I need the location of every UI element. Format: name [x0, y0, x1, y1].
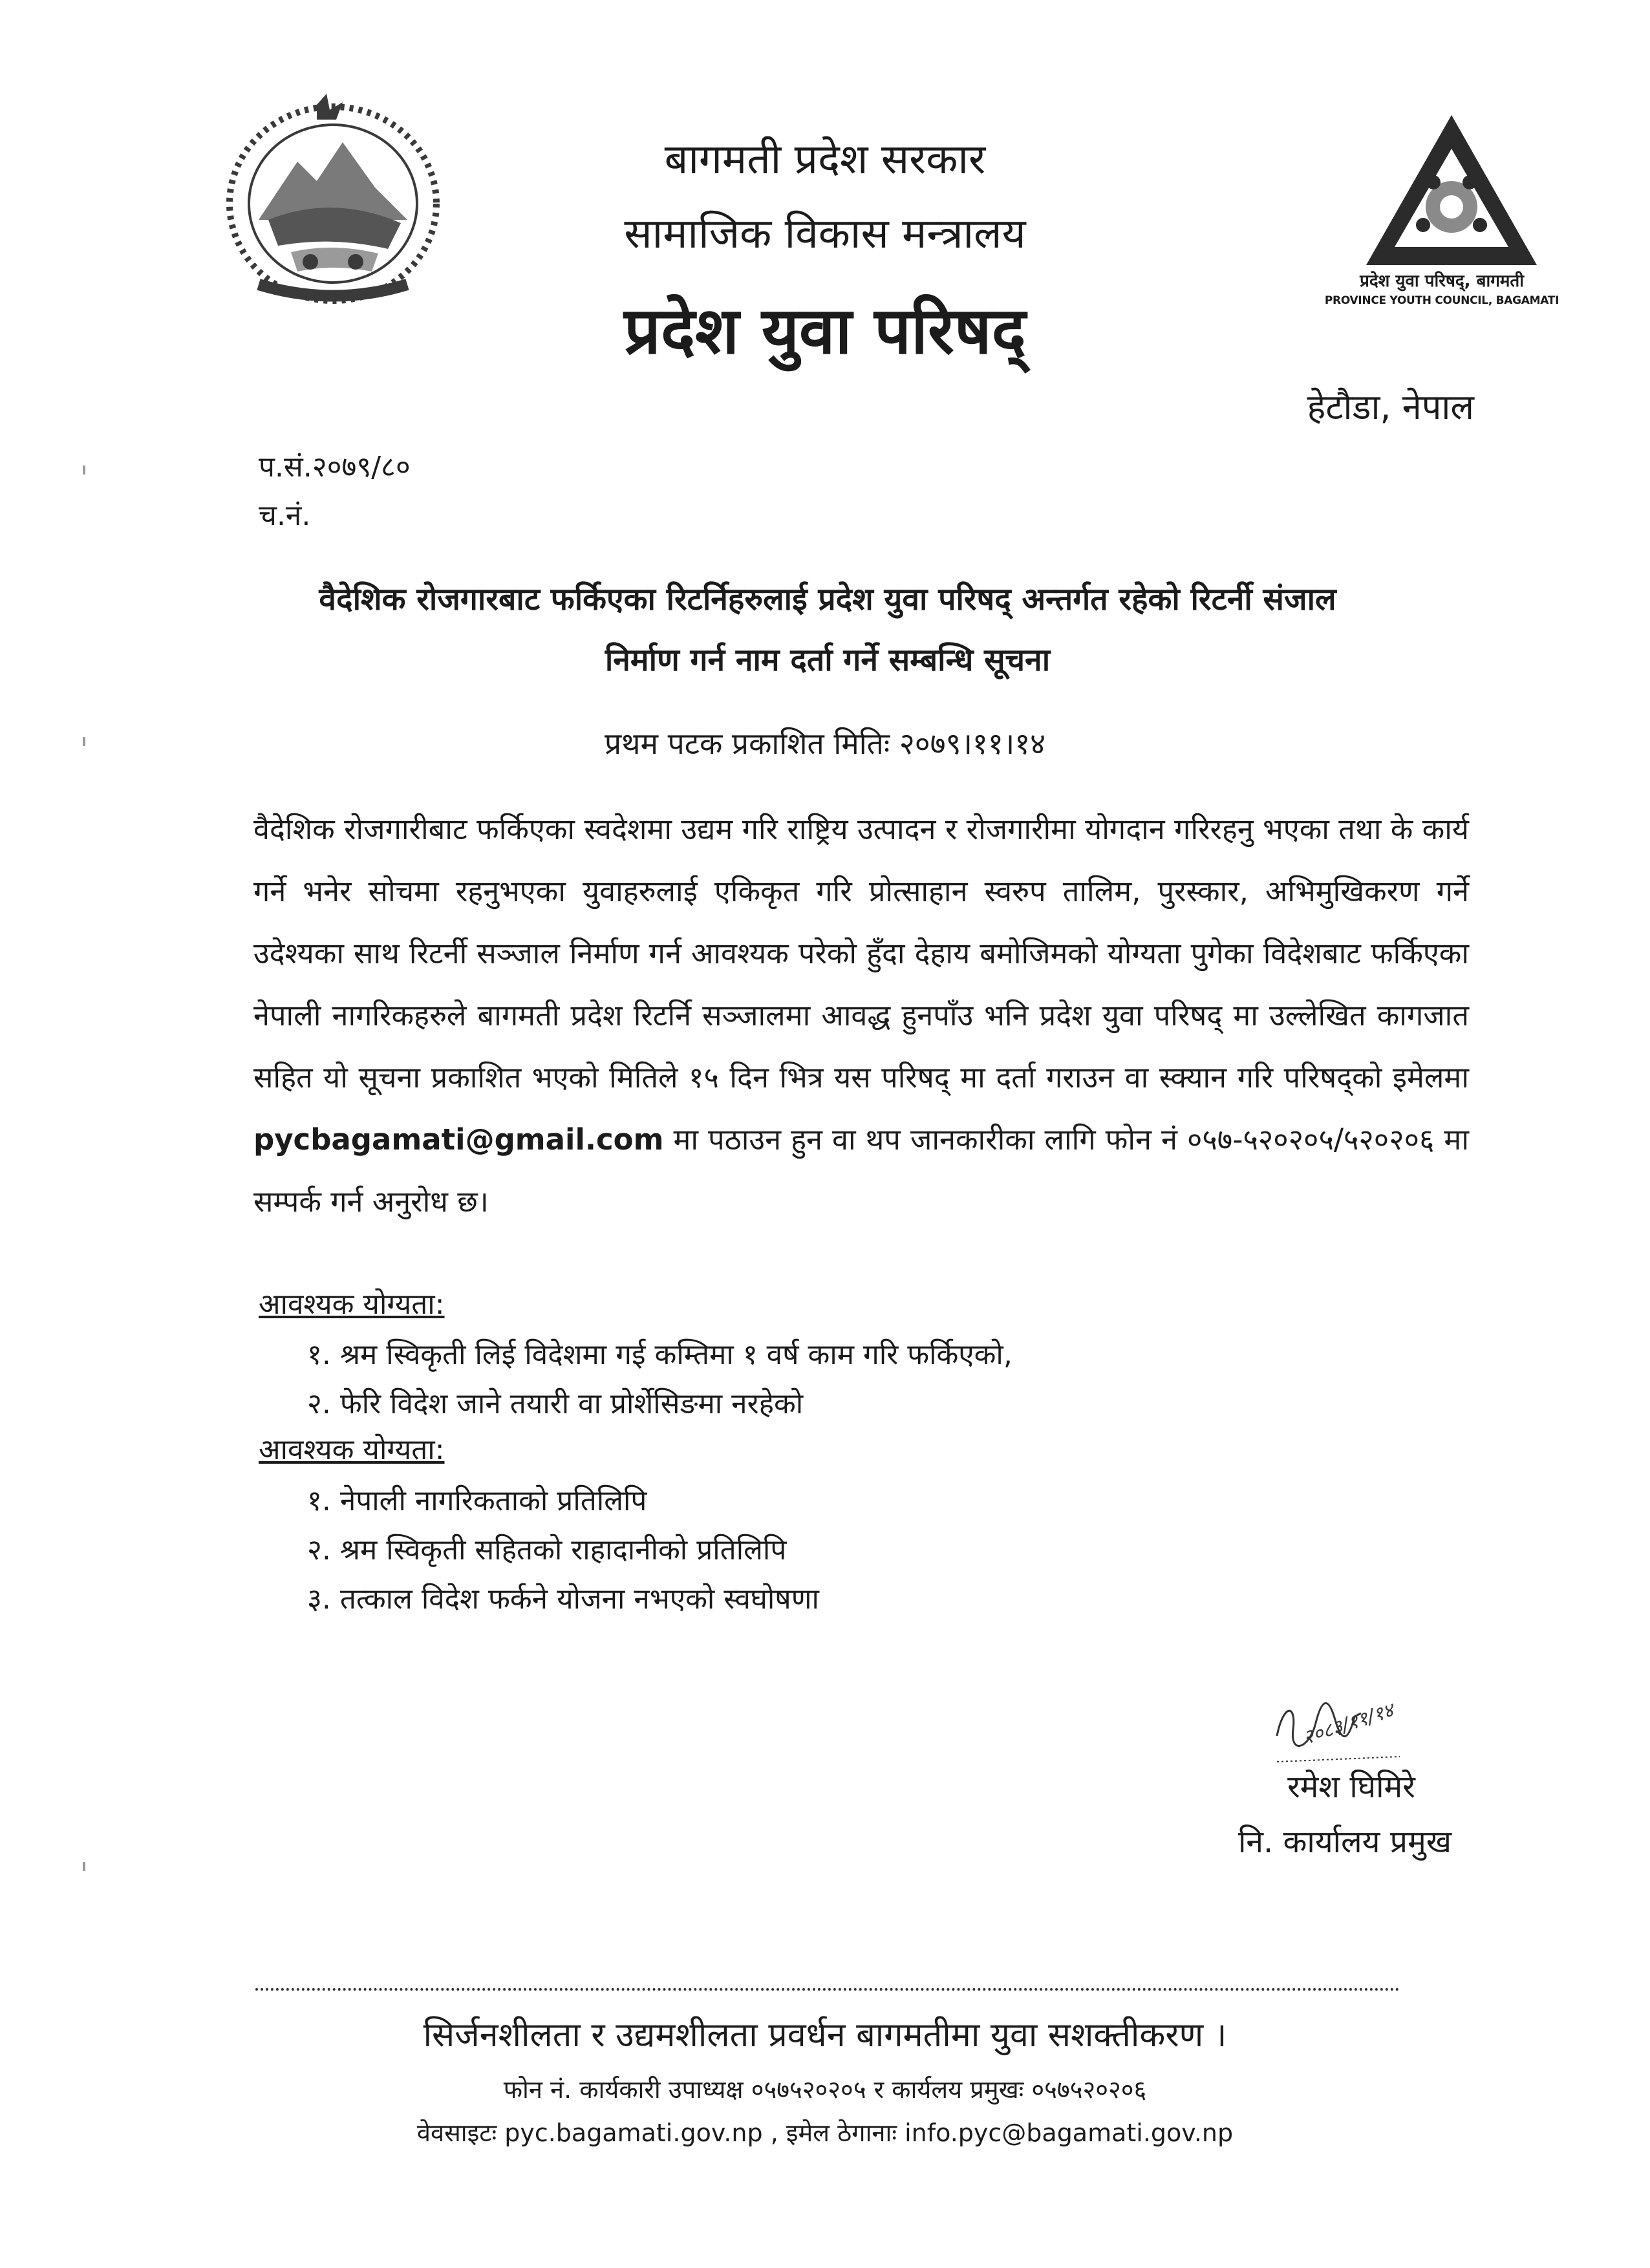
notice-body-part-2: मा पठाउन हुन वा थप जानकारीका लागि फोन नं ०५७-५२०२०५/५२०२०६ मा सम्पर्क गर्न अनुरोध छ।	[253, 1122, 1469, 1219]
notice-title	[246, 569, 1409, 690]
list-item: १. श्रम स्विकृती लिई विदेशमा गई कम्तिमा १ वर्ष काम गरि फर्किएको,	[307, 1338, 1012, 1371]
handwritten-signature	[1264, 1684, 1413, 1775]
list-item: १. नेपाली नागरिकताको प्रतिलिपि	[307, 1484, 647, 1517]
signatory-name: रमेश घिमिरे	[1287, 1769, 1415, 1805]
youth-council-logo	[1361, 110, 1542, 272]
scan-mark	[83, 465, 85, 475]
government-name: बागमती प्रदेश सरकार	[664, 136, 986, 184]
logo-caption-nepali: प्रदेश युवा परिषद्, बागमती	[1360, 272, 1524, 291]
list-item: २. फेरि विदेश जाने तयारी वा प्रोर्शेसिङमा नरहेको	[307, 1387, 804, 1420]
dispatch-number: च.नं.	[259, 499, 311, 532]
scan-mark	[83, 737, 85, 746]
notice-title-line-2: निर्माण गर्न नाम दर्ता गर्ने सम्बन्धि सूचना	[605, 642, 1051, 678]
contact-email[interactable]: pycbagamati@gmail.com	[253, 1122, 664, 1157]
qualifications-list	[307, 1331, 1012, 1429]
signatory-designation: नि. कार्यालय प्रमुख	[1238, 1824, 1452, 1860]
published-date: प्रथम पटक प्रकाशित मितिः २०७९।११।१४	[604, 726, 1046, 761]
nepal-government-emblem	[213, 91, 453, 310]
footer-slogan: सिर्जनशीलता र उद्यमशीलता प्रवर्धन बागमतीमा युवा सशक्तीकरण ।	[423, 2016, 1227, 2055]
notice-title-line-1: वैदेशिक रोजगारबाट फर्किएका रिटर्निहरुलाई प्रदेश युवा परिषद् अन्तर्गत रहेको रिटर्नी संजाल	[319, 581, 1336, 617]
scan-mark	[83, 1862, 85, 1871]
footer-divider	[255, 1988, 1400, 1991]
list-item: २. श्रम स्विकृती सहितको राहादानीको प्रतिलिपि	[307, 1534, 787, 1567]
documents-list	[307, 1477, 819, 1624]
footer-phone: फोन नं. कार्यकारी उपाध्यक्ष ०५७५२०२०५ र कार्यलय प्रमुखः ०५७५२०२०६	[503, 2075, 1147, 2104]
logo-caption-english: PROVINCE YOUTH COUNCIL, BAGAMATI	[1324, 294, 1559, 307]
list-item: ३. तत्काल विदेश फर्कने योजना नभएको स्वघोषणा	[307, 1583, 819, 1616]
letter-reference-number: प.सं.२०७९/८०	[259, 451, 411, 484]
office-location: हेटौडा, नेपाल	[1307, 387, 1474, 427]
notice-body-part-1: वैदेशिक रोजगारीबाट फर्किएका स्वदेशमा उद्यम गरि राष्ट्रिय उत्पादन र रोजगारीमा योगदान गरिरहनु भएका तथा के कार्य गर्ने भनेर सोचमा रहनुभएका युवाहरुलाई एकिकृत गरि प्रोत्साहान स्वरुप तालिम, पुरस्कार, अभिमुखिकरण गर्ने उदेश्यका साथ रिटर्नी सञ्जाल निर्माण गर्न आवश्यक परेको हुँदा देहाय बमोजिमको योग्यता पुगेका विदेशबाट फर्किएका नेपाली नागरिकहरुले बागमती प्रदेश रिटर्नि सञ्जालमा आवद्ध हुनपाँउ भनि प्रदेश युवा परिषद् मा उल्लेखित कागजात सहित यो सूचना प्रकाशित भएको मितिले १५ दिन भित्र यस परिषद् मा दर्ता गराउन वा स्क्यान गरि परिषद्को इमेलमा	[253, 812, 1469, 1095]
signature-date: २०८३/११/१४	[1300, 1698, 1397, 1749]
documents-heading: आवश्यक योग्यता:	[259, 1433, 445, 1466]
footer-web-email: वेवसाइटः pyc.bagamati.gov.np , इमेल ठेगानाः info.pyc@bagamati.gov.np	[416, 2119, 1234, 2147]
council-name: प्रदेश युवा परिषद्	[624, 293, 1026, 369]
notice-body	[253, 798, 1469, 1233]
qualifications-heading: आवश्यक योग्यता:	[259, 1288, 445, 1321]
ministry-name: सामाजिक विकास मन्त्रालय	[624, 210, 1026, 258]
